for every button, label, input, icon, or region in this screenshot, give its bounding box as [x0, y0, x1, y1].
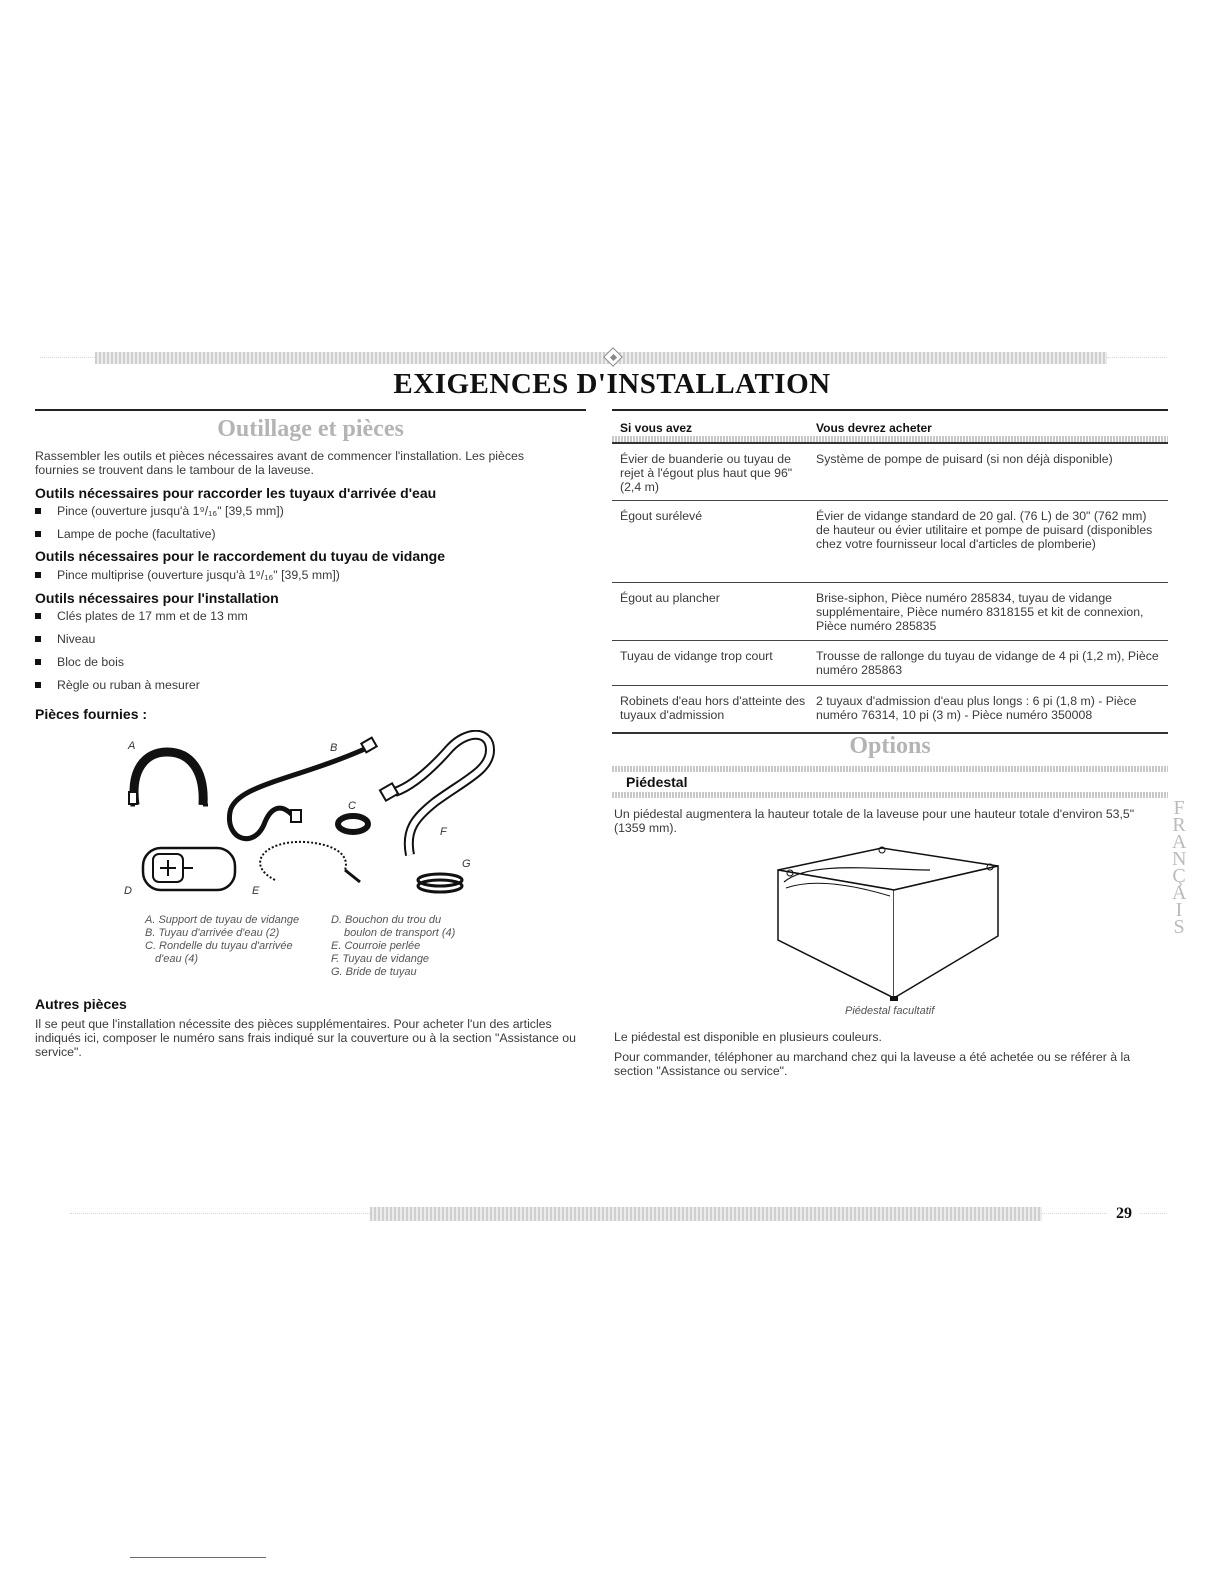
bullet-icon	[35, 613, 41, 619]
bullet-icon	[35, 682, 41, 688]
table-header-have: Si vous avez	[620, 421, 693, 435]
inlet-hose-washer-icon	[338, 816, 368, 832]
supplied-parts-heading: Pièces fournies :	[35, 706, 148, 722]
requirements-table	[612, 414, 1168, 731]
pedestal-icon	[778, 847, 998, 1001]
table-header-buy: Vous devrez acheter	[816, 421, 932, 435]
table-row: Évier de buanderie ou tuyau de rejet à l'égout plus haut que 96" (2,4 m) Système de pompe de puisard (si non déjà disponible)	[612, 444, 1168, 501]
water-inlet-tools-list	[35, 504, 284, 550]
pedestal-illustration	[770, 840, 1010, 1015]
parts-caption-right: D. Bouchon du trou du boulon de transport (4) E. Courroie perlée F. Tuyau de vidange G. Bride de tuyau	[331, 914, 456, 978]
bullet-icon	[35, 531, 41, 537]
page-number: 29	[1108, 1205, 1140, 1223]
list-item: Niveau	[35, 632, 248, 655]
drain-hose-support-icon	[129, 752, 208, 805]
table-header-hatch	[612, 436, 1168, 442]
figure-label-d: D	[124, 885, 132, 897]
list-item: Pince (ouverture jusqu'à 1⁹/₁₆" [39,5 mm])	[35, 504, 284, 527]
header-band	[95, 352, 1107, 364]
footer-band-left-fade	[70, 1213, 370, 1214]
figure-label-g: G	[462, 858, 471, 870]
drain-hose-icon	[380, 735, 490, 855]
supplied-parts-illustration	[105, 730, 525, 910]
list-item: Clés plates de 17 mm et de 13 mm	[35, 609, 248, 632]
parts-caption-left: A. Support de tuyau de vidange B. Tuyau d'arrivée d'eau (2) C. Rondelle du tuyau d'arrivée d'eau (4)	[145, 914, 300, 965]
drain-tools-list	[35, 568, 340, 591]
install-tools-heading: Outils nécessaires pour l'installation	[35, 590, 279, 606]
shipping-bolt-plug-icon	[143, 848, 235, 890]
other-parts-heading: Autres pièces	[35, 996, 127, 1012]
table-row: Égout surélevé Évier de vidange standard de 20 gal. (76 L) de 30" (762 mm) de hauteur ou évier utilitaire et pompe de puisard (disponibles chez votre fournisseur local d'articles de plomberie)	[612, 501, 1168, 583]
footer-band-right-fade	[1042, 1213, 1167, 1214]
figure-label-e: E	[252, 885, 260, 897]
bullet-icon	[35, 659, 41, 665]
footnote-link-line	[130, 1557, 266, 1558]
table-header	[612, 414, 1168, 444]
beaded-strap-icon	[260, 842, 360, 882]
list-item: Bloc de bois	[35, 655, 248, 678]
pedestal-text: Un piédestal augmentera la hauteur totale de la laveuse pour une hauteur totale d'environ 53,5" (1359 mm).	[614, 807, 1135, 835]
water-inlet-tools-heading: Outils nécessaires pour raccorder les tuyaux d'arrivée d'eau	[35, 485, 437, 501]
water-inlet-hose-icon	[229, 738, 376, 839]
list-item: Pince multiprise (ouverture jusqu'à 1⁹/₁₆" [39,5 mm])	[35, 568, 340, 591]
list-item: Lampe de poche (facultative)	[35, 527, 284, 550]
figure-label-a: A	[128, 740, 136, 752]
figure-label-c: C	[348, 800, 356, 812]
tools-intro: Rassembler les outils et pièces nécessaires avant de commencer l'installation. Les pièces fournies se trouvent dans le tambour de la laveuse.	[35, 449, 524, 477]
drain-tools-heading: Outils nécessaires pour le raccordement du tuyau de vidange	[35, 548, 446, 564]
table-row: Tuyau de vidange trop court Trousse de rallonge du tuyau de vidange de 4 pi (1,2 m), Pièce numéro 285863	[612, 641, 1168, 686]
pedestal-order-text: Pour commander, téléphoner au marchand chez qui la laveuse a été achetée ou se référer à la section "Assistance ou service".	[614, 1050, 1131, 1078]
pedestal-heading: Piédestal	[626, 774, 688, 790]
footer-band	[370, 1207, 1042, 1221]
right-column-rule	[612, 409, 1168, 411]
bullet-icon	[35, 572, 41, 578]
header-band-right-fade	[1107, 357, 1167, 358]
pedestal-hatch-band	[612, 792, 1168, 798]
pedestal-figure-caption: Piédestal facultatif	[845, 1005, 935, 1017]
bullet-icon	[35, 508, 41, 514]
header-band-left-fade	[40, 357, 95, 358]
left-column-rule	[35, 409, 586, 411]
options-hatch-band	[612, 766, 1168, 772]
bullet-icon	[35, 636, 41, 642]
hose-clamp-icon	[418, 874, 462, 892]
section-title-options: Options	[849, 733, 931, 759]
figure-label-f: F	[440, 826, 447, 838]
list-item: Règle ou ruban à mesurer	[35, 678, 248, 701]
table-row: Égout au plancher Brise-siphon, Pièce numéro 285834, tuyau de vidange supplémentaire, Pièce numéro 8318155 et kit de connexion, Pièce numéro 285835	[612, 583, 1168, 641]
figure-label-b: B	[330, 742, 338, 754]
table-row: Robinets d'eau hors d'atteinte des tuyaux d'admission 2 tuyaux d'admission d'eau plus longs : 6 pi (1,8 m) - Pièce numéro 76314, 10 pi (3 m) - Pièce numéro 350008	[620, 694, 1137, 722]
language-side-label: FRANÇAIS	[1172, 797, 1187, 938]
pedestal-colors-text: Le piédestal est disponible en plusieurs couleurs.	[614, 1030, 882, 1044]
install-tools-list	[35, 609, 248, 701]
section-title-tools: Outillage et pièces	[217, 416, 404, 442]
page-title: EXIGENCES D'INSTALLATION	[393, 368, 831, 400]
other-parts-text: Il se peut que l'installation nécessite des pièces supplémentaires. Pour acheter l'un des articles indiqués ici, composer le numéro sans frais indiqué sur la couverture ou à la section "Assistance ou service".	[35, 1017, 576, 1059]
